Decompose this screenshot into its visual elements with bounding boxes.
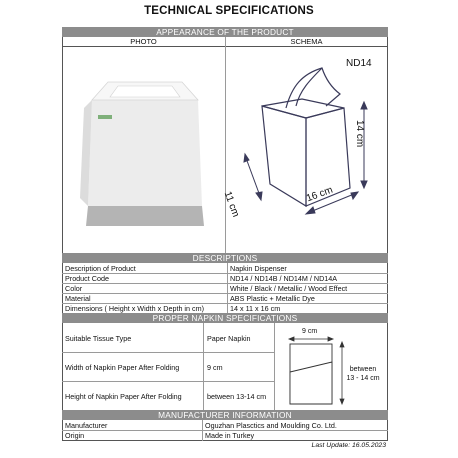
desc-label: Material bbox=[65, 294, 91, 303]
origin-label: Origin bbox=[65, 431, 85, 440]
desc-label: Color bbox=[65, 284, 83, 293]
napkin-label: Width of Napkin Paper After Folding bbox=[65, 363, 180, 372]
dim-width-label: 16 cm bbox=[305, 184, 335, 205]
desc-value: 14 x 11 x 16 cm bbox=[230, 304, 281, 313]
page-title: TECHNICAL SPECIFICATIONS bbox=[144, 5, 314, 17]
desc-value: White / Black / Metallic / Wood Effect bbox=[230, 284, 348, 293]
desc-value: ABS Plastic + Metallic Dye bbox=[230, 294, 315, 303]
napkin-value: Paper Napkin bbox=[207, 334, 251, 343]
manufacturer-header: MANUFACTURER INFORMATION bbox=[62, 410, 388, 420]
napkin-value: 9 cm bbox=[207, 363, 223, 372]
schema-label: SCHEMA bbox=[225, 37, 388, 47]
dim-height-label: 14 cm bbox=[354, 120, 365, 148]
napkin-value: between 13-14 cm bbox=[207, 392, 267, 401]
napkin-specs-header: PROPER NAPKIN SPECIFICATIONS bbox=[62, 313, 388, 323]
appearance-divider bbox=[225, 37, 226, 253]
desc-value: ND14 / ND14B / ND14M / ND14A bbox=[230, 274, 338, 283]
diagram-height-line1: between bbox=[349, 366, 377, 373]
manufacturer-label: Manufacturer bbox=[65, 421, 108, 430]
desc-value: Napkin Dispenser bbox=[230, 264, 287, 273]
diagram-height-label bbox=[338, 365, 388, 383]
manufacturer-value: Oguzhan Plasctics and Moulding Co. Ltd. bbox=[205, 421, 337, 430]
desc-label: Description of Product bbox=[65, 264, 136, 273]
descriptions-header: DESCRIPTIONS bbox=[62, 253, 388, 263]
photo-label: PHOTO bbox=[62, 37, 225, 47]
napkin-divider bbox=[274, 323, 275, 410]
diagram-width-label: 9 cm bbox=[302, 328, 318, 335]
dim-depth-label: 11 cm bbox=[221, 190, 242, 219]
napkin-label: Suitable Tissue Type bbox=[65, 334, 132, 343]
desc-label: Dimensions ( Height x Width x Depth in cm) bbox=[65, 304, 205, 313]
origin-value: Made in Turkey bbox=[205, 431, 255, 440]
row-divider bbox=[62, 352, 274, 353]
appearance-header: APPEARANCE OF THE PRODUCT bbox=[62, 27, 388, 37]
desc-label: Product Code bbox=[65, 274, 109, 283]
row-divider bbox=[62, 381, 274, 382]
model-label: ND14 bbox=[346, 58, 372, 69]
product-photo bbox=[80, 78, 210, 228]
napkin-label: Height of Napkin Paper After Folding bbox=[65, 392, 182, 401]
diagram-height-line2: 13 - 14 cm bbox=[346, 375, 380, 382]
last-update: Last Update: 16.05.2023 bbox=[311, 442, 386, 449]
